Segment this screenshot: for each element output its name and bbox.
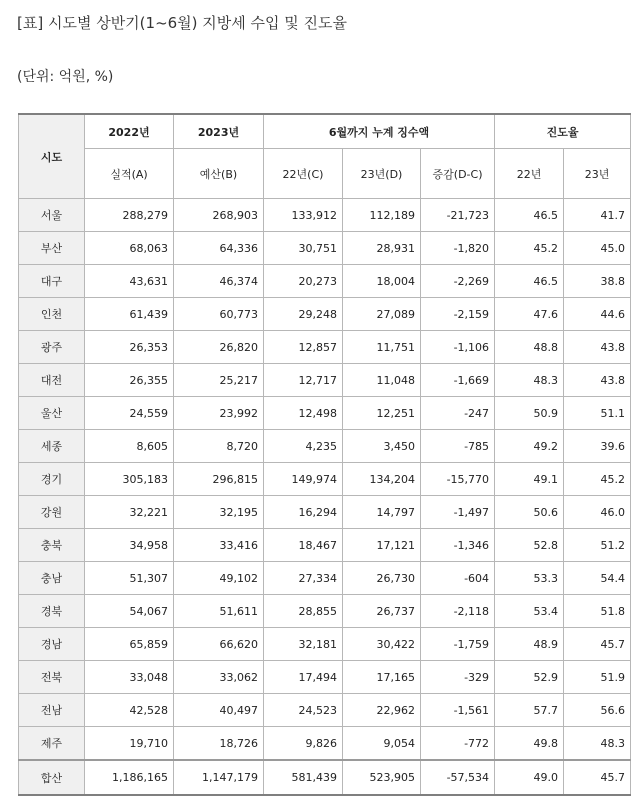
cell-p23: 45.2 <box>564 463 631 496</box>
cell-p23: 45.0 <box>564 232 631 265</box>
cell-p22: 52.9 <box>495 661 564 694</box>
cell-p22: 49.1 <box>495 463 564 496</box>
header-progress: 진도율 <box>495 114 631 149</box>
cell-diff: -1,669 <box>421 364 495 397</box>
cell-d23: 28,931 <box>343 232 421 265</box>
cell-diff: -772 <box>421 727 495 761</box>
cell-budget: 60,773 <box>174 298 264 331</box>
table-title: [표] 시도별 상반기(1~6월) 지방세 수입 및 진도율 <box>17 14 348 32</box>
cell-diff: -21,723 <box>421 199 495 232</box>
cell-budget: 268,903 <box>174 199 264 232</box>
cell-budget: 66,620 <box>174 628 264 661</box>
cell-budget: 18,726 <box>174 727 264 761</box>
cell-p22: 49.2 <box>495 430 564 463</box>
cell-d23: 17,121 <box>343 529 421 562</box>
cell-budget: 26,820 <box>174 331 264 364</box>
cell-region: 충북 <box>19 529 85 562</box>
cell-actual: 42,528 <box>85 694 174 727</box>
cell-diff: -604 <box>421 562 495 595</box>
table-row <box>19 496 631 529</box>
cell-d23: 14,797 <box>343 496 421 529</box>
cell-actual: 24,559 <box>85 397 174 430</box>
cell-budget: 23,992 <box>174 397 264 430</box>
cell-d23: 26,730 <box>343 562 421 595</box>
table-row <box>19 727 631 761</box>
table-row <box>19 397 631 430</box>
cell-c22: 12,717 <box>264 364 343 397</box>
table-row <box>19 232 631 265</box>
cell-p22: 48.3 <box>495 364 564 397</box>
cell-d23: 11,048 <box>343 364 421 397</box>
cell-c22: 18,467 <box>264 529 343 562</box>
cell-actual: 54,067 <box>85 595 174 628</box>
cell-c22: 28,855 <box>264 595 343 628</box>
cell-d23: 11,751 <box>343 331 421 364</box>
header-diff: 증감(D-C) <box>421 149 495 199</box>
cell-diff: -57,534 <box>421 760 495 795</box>
cell-budget: 33,062 <box>174 661 264 694</box>
cell-p22: 46.5 <box>495 199 564 232</box>
table-row <box>19 265 631 298</box>
cell-diff: -785 <box>421 430 495 463</box>
cell-actual: 8,605 <box>85 430 174 463</box>
cell-d23: 22,962 <box>343 694 421 727</box>
cell-budget: 32,195 <box>174 496 264 529</box>
header-row-sub <box>19 149 631 199</box>
header-actual: 실적(A) <box>85 149 174 199</box>
cell-c22: 12,857 <box>264 331 343 364</box>
cell-budget: 64,336 <box>174 232 264 265</box>
cell-budget: 1,147,179 <box>174 760 264 795</box>
cell-c22: 17,494 <box>264 661 343 694</box>
cell-c22: 24,523 <box>264 694 343 727</box>
cell-region: 전북 <box>19 661 85 694</box>
cell-p23: 54.4 <box>564 562 631 595</box>
cell-actual: 19,710 <box>85 727 174 761</box>
cell-actual: 43,631 <box>85 265 174 298</box>
cell-diff: -15,770 <box>421 463 495 496</box>
cell-p23: 39.6 <box>564 430 631 463</box>
cell-p22: 48.9 <box>495 628 564 661</box>
cell-actual: 61,439 <box>85 298 174 331</box>
table-row <box>19 562 631 595</box>
cell-p23: 51.8 <box>564 595 631 628</box>
cell-diff: -2,159 <box>421 298 495 331</box>
cell-region: 제주 <box>19 727 85 761</box>
header-p22: 22년 <box>495 149 564 199</box>
cell-p22: 52.8 <box>495 529 564 562</box>
cell-d23: 9,054 <box>343 727 421 761</box>
cell-c22: 16,294 <box>264 496 343 529</box>
cell-actual: 1,186,165 <box>85 760 174 795</box>
cell-c22: 20,273 <box>264 265 343 298</box>
cell-c22: 9,826 <box>264 727 343 761</box>
cell-c22: 30,751 <box>264 232 343 265</box>
cell-d23: 523,905 <box>343 760 421 795</box>
cell-actual: 51,307 <box>85 562 174 595</box>
cell-c22: 581,439 <box>264 760 343 795</box>
table-row <box>19 199 631 232</box>
cell-region: 전남 <box>19 694 85 727</box>
cell-d23: 26,737 <box>343 595 421 628</box>
cell-d23: 3,450 <box>343 430 421 463</box>
table-row <box>19 628 631 661</box>
header-d23: 23년(D) <box>343 149 421 199</box>
cell-p22: 53.3 <box>495 562 564 595</box>
cell-diff: -247 <box>421 397 495 430</box>
cell-budget: 46,374 <box>174 265 264 298</box>
cell-region: 광주 <box>19 331 85 364</box>
cell-budget: 25,217 <box>174 364 264 397</box>
cell-budget: 296,815 <box>174 463 264 496</box>
local-tax-table <box>18 113 631 796</box>
cell-diff: -1,820 <box>421 232 495 265</box>
cell-actual: 26,355 <box>85 364 174 397</box>
cell-p23: 41.7 <box>564 199 631 232</box>
cell-region: 경기 <box>19 463 85 496</box>
cell-c22: 32,181 <box>264 628 343 661</box>
header-2023: 2023년 <box>174 114 264 149</box>
cell-p23: 48.3 <box>564 727 631 761</box>
cell-diff: -329 <box>421 661 495 694</box>
cell-diff: -1,497 <box>421 496 495 529</box>
cell-diff: -1,561 <box>421 694 495 727</box>
cell-diff: -2,269 <box>421 265 495 298</box>
cell-d23: 12,251 <box>343 397 421 430</box>
cell-diff: -2,118 <box>421 595 495 628</box>
cell-region: 합산 <box>19 760 85 795</box>
table-row <box>19 463 631 496</box>
cell-region: 대구 <box>19 265 85 298</box>
header-p23: 23년 <box>564 149 631 199</box>
cell-p22: 45.2 <box>495 232 564 265</box>
cell-budget: 51,611 <box>174 595 264 628</box>
cell-actual: 288,279 <box>85 199 174 232</box>
cell-p22: 50.9 <box>495 397 564 430</box>
table-row <box>19 661 631 694</box>
cell-p22: 50.6 <box>495 496 564 529</box>
table-body <box>19 199 631 796</box>
cell-c22: 29,248 <box>264 298 343 331</box>
cell-p22: 46.5 <box>495 265 564 298</box>
cell-p22: 49.0 <box>495 760 564 795</box>
table-row <box>19 694 631 727</box>
cell-c22: 12,498 <box>264 397 343 430</box>
cell-p22: 48.8 <box>495 331 564 364</box>
cell-p23: 44.6 <box>564 298 631 331</box>
cell-p22: 49.8 <box>495 727 564 761</box>
header-region: 시도 <box>19 114 85 199</box>
cell-p23: 38.8 <box>564 265 631 298</box>
cell-region: 울산 <box>19 397 85 430</box>
table-row <box>19 430 631 463</box>
cell-d23: 112,189 <box>343 199 421 232</box>
cell-p23: 43.8 <box>564 364 631 397</box>
header-row-top <box>19 114 631 149</box>
cell-actual: 305,183 <box>85 463 174 496</box>
table-row <box>19 298 631 331</box>
cell-d23: 17,165 <box>343 661 421 694</box>
cell-diff: -1,759 <box>421 628 495 661</box>
table-row <box>19 364 631 397</box>
cell-p23: 46.0 <box>564 496 631 529</box>
cell-c22: 149,974 <box>264 463 343 496</box>
cell-diff: -1,346 <box>421 529 495 562</box>
cell-region: 경북 <box>19 595 85 628</box>
unit-note: (단위: 억원, %) <box>17 69 114 85</box>
cell-p23: 51.1 <box>564 397 631 430</box>
cell-actual: 34,958 <box>85 529 174 562</box>
cell-region: 충남 <box>19 562 85 595</box>
cell-c22: 133,912 <box>264 199 343 232</box>
table-header <box>19 114 631 199</box>
cell-d23: 134,204 <box>343 463 421 496</box>
cell-region: 대전 <box>19 364 85 397</box>
cell-d23: 18,004 <box>343 265 421 298</box>
cell-budget: 33,416 <box>174 529 264 562</box>
cell-p23: 56.6 <box>564 694 631 727</box>
cell-actual: 26,353 <box>85 331 174 364</box>
cell-budget: 8,720 <box>174 430 264 463</box>
cell-d23: 27,089 <box>343 298 421 331</box>
cell-p23: 45.7 <box>564 628 631 661</box>
cell-p23: 45.7 <box>564 760 631 795</box>
total-row <box>19 760 631 795</box>
cell-p23: 43.8 <box>564 331 631 364</box>
cell-region: 경남 <box>19 628 85 661</box>
cell-c22: 4,235 <box>264 430 343 463</box>
cell-region: 인천 <box>19 298 85 331</box>
cell-region: 세종 <box>19 430 85 463</box>
table-row <box>19 529 631 562</box>
cell-region: 부산 <box>19 232 85 265</box>
header-2022: 2022년 <box>85 114 174 149</box>
header-budget: 예산(B) <box>174 149 264 199</box>
cell-actual: 68,063 <box>85 232 174 265</box>
table-row <box>19 595 631 628</box>
cell-actual: 33,048 <box>85 661 174 694</box>
cell-actual: 32,221 <box>85 496 174 529</box>
cell-p23: 51.9 <box>564 661 631 694</box>
cell-c22: 27,334 <box>264 562 343 595</box>
table-row <box>19 331 631 364</box>
cell-d23: 30,422 <box>343 628 421 661</box>
cell-diff: -1,106 <box>421 331 495 364</box>
cell-p22: 47.6 <box>495 298 564 331</box>
cell-region: 강원 <box>19 496 85 529</box>
cell-budget: 40,497 <box>174 694 264 727</box>
cell-region: 서울 <box>19 199 85 232</box>
cell-p22: 53.4 <box>495 595 564 628</box>
cell-budget: 49,102 <box>174 562 264 595</box>
cell-p22: 57.7 <box>495 694 564 727</box>
header-c22: 22년(C) <box>264 149 343 199</box>
cell-actual: 65,859 <box>85 628 174 661</box>
header-cumulative: 6월까지 누계 징수액 <box>264 114 495 149</box>
cell-p23: 51.2 <box>564 529 631 562</box>
